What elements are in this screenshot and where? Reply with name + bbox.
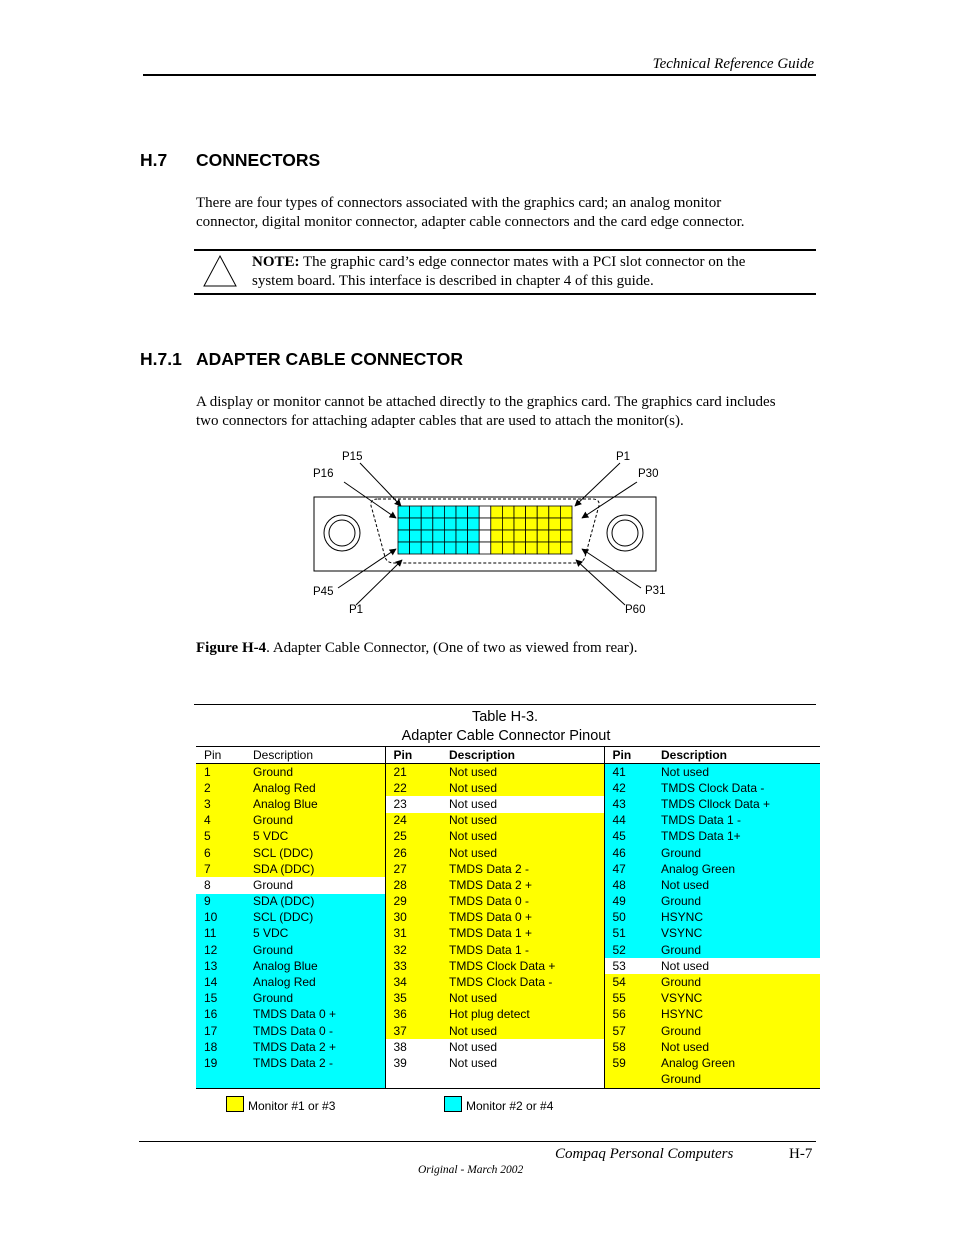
page-number: H-7 (789, 1146, 813, 1162)
table-top-rule (194, 704, 816, 705)
pin-cell: 12 (196, 942, 245, 958)
pin-cell: 27 (385, 861, 441, 877)
table-row (196, 1007, 820, 1023)
description-cell: Not used (441, 1039, 604, 1055)
pin-cell: 1 (196, 764, 245, 781)
pin-cell: 21 (385, 764, 441, 781)
pin-cell: 10 (196, 910, 245, 926)
description-cell: TMDS Data 2 - (245, 1055, 385, 1071)
connector-pin (421, 506, 433, 518)
pin-cell: 15 (196, 991, 245, 1007)
subsection-number: H.7.1 (140, 349, 182, 369)
connector-pin (456, 506, 468, 518)
description-cell: HSYNC (653, 1007, 820, 1023)
description-cell: TMDS Data 1+ (653, 829, 820, 845)
table-row (196, 1039, 820, 1055)
pin-cell: 28 (385, 877, 441, 893)
table-row (196, 813, 820, 829)
table-row (196, 1055, 820, 1071)
description-cell: TMDS Clock Data - (653, 780, 820, 796)
label-p16: P16 (313, 468, 334, 480)
connector-pin (560, 542, 572, 554)
pin-cell: 57 (604, 1023, 653, 1039)
description-cell: TMDS Data 1 - (653, 813, 820, 829)
figure-caption-text: . Adapter Cable Connector, (One of two as viewed from rear). (266, 640, 638, 656)
table-row (196, 1023, 820, 1039)
connector-pin (560, 518, 572, 530)
pin-cell: 9 (196, 894, 245, 910)
connector-pin (421, 518, 433, 530)
description-cell: TMDS Data 2 + (441, 877, 604, 893)
pin-cell: 25 (385, 829, 441, 845)
pin-cell: 59 (604, 1055, 653, 1071)
table-row (196, 910, 820, 926)
pin-cell: 23 (385, 796, 441, 812)
description-cell: Hot plug detect (441, 1007, 604, 1023)
footer-title: Compaq Personal Computers (555, 1146, 734, 1162)
description-cell: Analog Blue (245, 958, 385, 974)
description-cell: Not used (441, 991, 604, 1007)
connector-pin (398, 542, 410, 554)
description-cell: Not used (441, 764, 604, 781)
col-header-description: Description (653, 747, 820, 764)
pin-cell: 13 (196, 958, 245, 974)
legend-cyan-label: Monitor #2 or #4 (466, 1099, 554, 1113)
pin-cell: 37 (385, 1023, 441, 1039)
col-header-pin: Pin (385, 747, 441, 764)
description-cell: Not used (441, 845, 604, 861)
connector-pin (491, 518, 503, 530)
description-cell: Ground (245, 877, 385, 893)
description-cell: Ground (245, 813, 385, 829)
description-cell: Not used (441, 780, 604, 796)
description-cell: TMDS Data 0 - (441, 894, 604, 910)
connector-pin (479, 530, 491, 542)
table-row (196, 991, 820, 1007)
pin-cell: 24 (385, 813, 441, 829)
connector-pin (468, 530, 480, 542)
connector-pin (526, 506, 538, 518)
table-row (196, 764, 820, 781)
legend-yellow-swatch (226, 1096, 244, 1112)
pin-cell: 4 (196, 813, 245, 829)
connector-pin (410, 542, 422, 554)
connector-pin (514, 542, 526, 554)
description-cell: Not used (653, 877, 820, 893)
connector-pin (398, 518, 410, 530)
pin-cell: 47 (604, 861, 653, 877)
description-cell: Ground (653, 894, 820, 910)
description-cell: VSYNC (653, 991, 820, 1007)
description-cell: TMDS Clock Data + (441, 958, 604, 974)
description-cell: Analog Red (245, 974, 385, 990)
description-cell (441, 1072, 604, 1089)
connector-pin (491, 542, 503, 554)
pin-cell: 53 (604, 958, 653, 974)
table-row (196, 1072, 820, 1089)
description-cell: Analog Blue (245, 796, 385, 812)
description-cell: TMDS Clock Data - (441, 974, 604, 990)
pin-cell: 33 (385, 958, 441, 974)
col-header-pin: Pin (604, 747, 653, 764)
section-title: CONNECTORS (196, 150, 321, 170)
connector-pin (421, 530, 433, 542)
description-cell: TMDS Data 0 + (245, 1007, 385, 1023)
pin-cell: 52 (604, 942, 653, 958)
description-cell: Not used (441, 1055, 604, 1071)
connector-pin (537, 542, 549, 554)
description-cell: TMDS Data 2 + (245, 1039, 385, 1055)
connector-pin (502, 542, 514, 554)
description-cell: SDA (DDC) (245, 861, 385, 877)
connector-pin (444, 530, 456, 542)
pin-cell: 3 (196, 796, 245, 812)
label-p45: P45 (313, 586, 334, 598)
description-cell: SCL (DDC) (245, 910, 385, 926)
description-cell: Ground (245, 942, 385, 958)
adapter-connector-figure (300, 445, 680, 625)
pin-cell: 56 (604, 1007, 653, 1023)
pin-cell: 19 (196, 1055, 245, 1071)
description-cell: HSYNC (653, 910, 820, 926)
note-line1: The graphic card’s edge connector mates with a PCI slot connector on the (299, 254, 746, 270)
description-cell: Not used (441, 829, 604, 845)
connector-pin (468, 506, 480, 518)
header-rule (143, 74, 816, 76)
table-row (196, 796, 820, 812)
pin-cell: 17 (196, 1023, 245, 1039)
connector-pin (491, 506, 503, 518)
connector-pin (549, 530, 561, 542)
description-cell: TMDS Cllock Data + (653, 796, 820, 812)
table-subtitle: Adapter Cable Connector Pinout (401, 728, 611, 744)
pin-cell: 32 (385, 942, 441, 958)
pin-cell: 55 (604, 991, 653, 1007)
connector-pin (421, 542, 433, 554)
description-cell: TMDS Data 2 - (441, 861, 604, 877)
pin-cell: 54 (604, 974, 653, 990)
label-p1-bottom: P1 (349, 604, 364, 616)
label-p31: P31 (645, 585, 666, 597)
table-row (196, 845, 820, 861)
description-cell: Ground (653, 974, 820, 990)
description-cell: Ground (653, 1072, 820, 1089)
pin-cell: 42 (604, 780, 653, 796)
subsection-text-line2: two connectors for attaching adapter cables that are used to attach the monitor(s). (196, 413, 684, 429)
connector-pin (526, 518, 538, 530)
pin-cell: 8 (196, 877, 245, 893)
description-cell: Analog Red (245, 780, 385, 796)
pin-cell: 29 (385, 894, 441, 910)
connector-pin (514, 506, 526, 518)
connector-pin (410, 506, 422, 518)
connector-pin (502, 506, 514, 518)
description-cell: TMDS Data 1 - (441, 942, 604, 958)
table-row (196, 958, 820, 974)
legend-yellow-label: Monitor #1 or #3 (248, 1099, 336, 1113)
connector-pin (560, 506, 572, 518)
note-line2: system board. This interface is described in chapter 4 of this guide. (252, 272, 654, 289)
pin-cell: 30 (385, 910, 441, 926)
connector-pin (537, 530, 549, 542)
pin-cell: 38 (385, 1039, 441, 1055)
connector-pin-grid (398, 506, 572, 554)
connector-pin (549, 506, 561, 518)
connector-pin (433, 518, 445, 530)
pin-cell: 44 (604, 813, 653, 829)
pin-cell (385, 1072, 441, 1089)
connector-pin (444, 506, 456, 518)
footer-rule (139, 1141, 816, 1142)
connector-pin (479, 506, 491, 518)
connector-pin (456, 518, 468, 530)
pin-cell: 31 (385, 926, 441, 942)
connector-pin (502, 530, 514, 542)
pin-cell: 50 (604, 910, 653, 926)
pin-cell: 36 (385, 1007, 441, 1023)
pin-cell: 14 (196, 974, 245, 990)
connector-pin (410, 518, 422, 530)
figure-caption (196, 640, 638, 657)
col-header-pin: Pin (196, 747, 245, 764)
connector-pin (537, 518, 549, 530)
pin-cell: 58 (604, 1039, 653, 1055)
pin-cell: 46 (604, 845, 653, 861)
pin-cell: 48 (604, 877, 653, 893)
pin-cell: 34 (385, 974, 441, 990)
subsection-text-line1: A display or monitor cannot be attached directly to the graphics card. The graphics card includes (196, 394, 776, 410)
label-p15: P15 (342, 451, 363, 463)
note-text (252, 253, 812, 290)
table-row (196, 877, 820, 893)
description-cell: Analog Green (653, 1055, 820, 1071)
connector-pin (537, 506, 549, 518)
description-cell: Not used (653, 764, 820, 781)
connector-pin (433, 506, 445, 518)
connector-pin (433, 530, 445, 542)
col-header-description: Description (441, 747, 604, 764)
description-cell (245, 1072, 385, 1089)
connector-pin (398, 530, 410, 542)
connector-pin (502, 518, 514, 530)
connector-pin (514, 518, 526, 530)
connector-pin (560, 530, 572, 542)
description-cell: Analog Green (653, 861, 820, 877)
description-cell: TMDS Data 0 + (441, 910, 604, 926)
pin-cell: 39 (385, 1055, 441, 1071)
description-cell: Not used (441, 1023, 604, 1039)
description-cell: TMDS Data 0 - (245, 1023, 385, 1039)
connector-pin (526, 542, 538, 554)
description-cell: Ground (653, 942, 820, 958)
description-cell: Ground (653, 845, 820, 861)
label-p1-top: P1 (616, 451, 631, 463)
description-cell: 5 VDC (245, 829, 385, 845)
table-row (196, 780, 820, 796)
connector-pin (456, 530, 468, 542)
connector-pin (491, 530, 503, 542)
description-cell: Not used (441, 813, 604, 829)
description-cell: SCL (DDC) (245, 845, 385, 861)
table-header-row (196, 747, 820, 764)
description-cell: SDA (DDC) (245, 894, 385, 910)
table-row (196, 894, 820, 910)
connector-pin (456, 542, 468, 554)
subsection-title: ADAPTER CABLE CONNECTOR (196, 349, 464, 369)
pin-cell: 45 (604, 829, 653, 845)
connector-pin (468, 518, 480, 530)
section-number: H.7 (140, 150, 168, 170)
connector-pin (398, 506, 410, 518)
description-cell: Not used (653, 1039, 820, 1055)
pin-cell: 16 (196, 1007, 245, 1023)
legend-cyan-swatch (444, 1096, 462, 1112)
note-label: NOTE: (252, 254, 300, 270)
pin-cell: 49 (604, 894, 653, 910)
warning-triangle-icon (202, 254, 238, 288)
pin-cell: 5 (196, 829, 245, 845)
connector-pin (549, 542, 561, 554)
table-row (196, 926, 820, 942)
pin-cell: 11 (196, 926, 245, 942)
description-cell: Ground (653, 1023, 820, 1039)
connector-pin (444, 542, 456, 554)
pin-cell: 7 (196, 861, 245, 877)
pin-cell: 18 (196, 1039, 245, 1055)
description-cell: Ground (245, 991, 385, 1007)
connector-pin (514, 530, 526, 542)
description-cell: VSYNC (653, 926, 820, 942)
table-row (196, 974, 820, 990)
description-cell: Not used (653, 958, 820, 974)
footer-original-date: Original - March 2002 (418, 1164, 524, 1176)
description-cell: Not used (441, 796, 604, 812)
connector-pin (433, 542, 445, 554)
pin-cell: 22 (385, 780, 441, 796)
col-header-description: Description (245, 747, 385, 764)
figure-caption-label: Figure H-4 (196, 640, 267, 656)
connector-pin (479, 542, 491, 554)
running-header: Technical Reference Guide (652, 56, 814, 72)
pinout-table (196, 746, 820, 1089)
label-p30: P30 (638, 468, 659, 480)
connector-pin (444, 518, 456, 530)
connector-pin (479, 518, 491, 530)
label-p60: P60 (625, 604, 646, 616)
description-cell: TMDS Data 1 + (441, 926, 604, 942)
section-intro-line2: connector, digital monitor connector, adapter cable connectors and the card edge connector. (196, 214, 745, 230)
table-row (196, 829, 820, 845)
connector-pin (526, 530, 538, 542)
table-title: Table H-3. (471, 709, 539, 725)
pin-cell: 35 (385, 991, 441, 1007)
connector-pin (549, 518, 561, 530)
connector-pin (468, 542, 480, 554)
connector-pin (410, 530, 422, 542)
description-cell: Ground (245, 764, 385, 781)
pin-cell (604, 1072, 653, 1089)
pin-cell: 2 (196, 780, 245, 796)
table-row (196, 942, 820, 958)
description-cell: 5 VDC (245, 926, 385, 942)
section-intro-line1: There are four types of connectors associated with the graphics card; an analog monitor (196, 195, 722, 211)
table-row (196, 861, 820, 877)
pin-cell: 6 (196, 845, 245, 861)
pin-cell: 26 (385, 845, 441, 861)
pin-cell: 41 (604, 764, 653, 781)
pin-cell: 43 (604, 796, 653, 812)
pin-cell: 51 (604, 926, 653, 942)
pin-cell (196, 1072, 245, 1089)
